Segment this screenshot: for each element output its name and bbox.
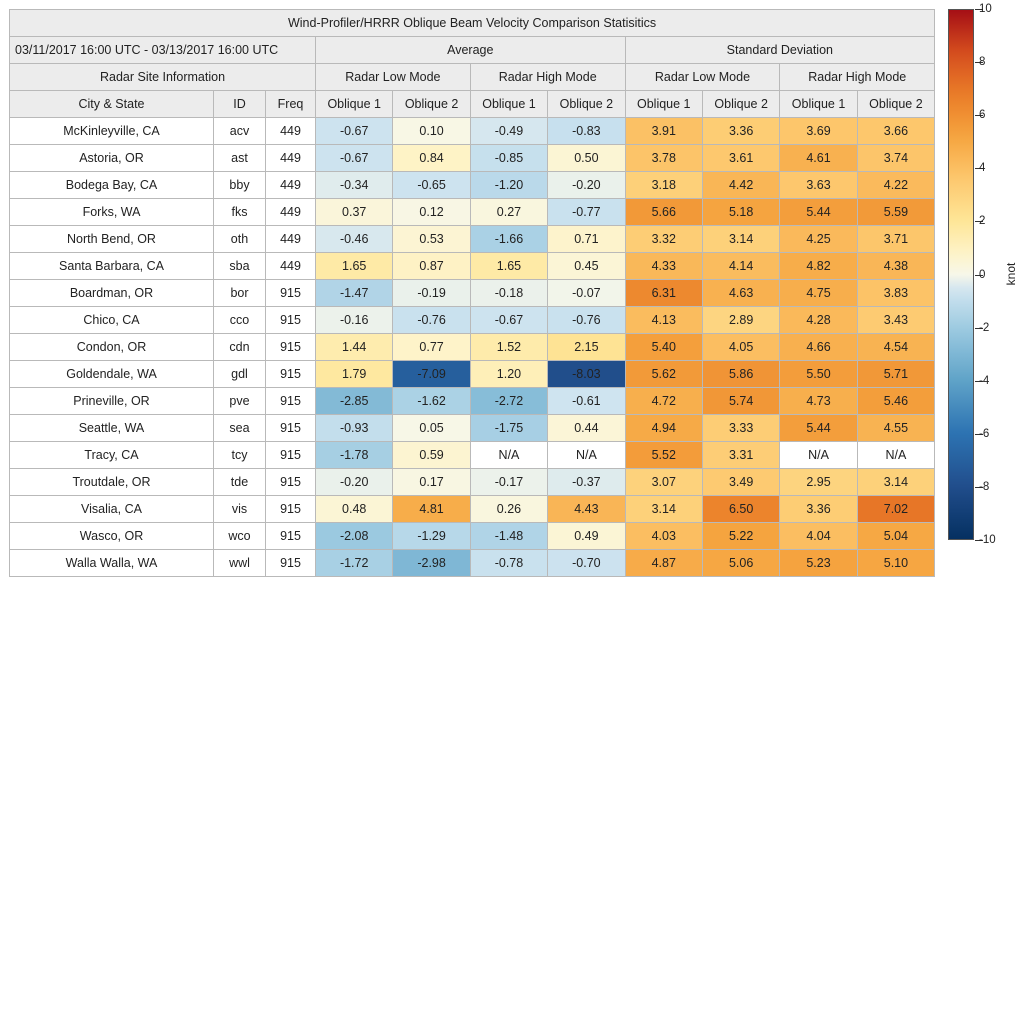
- cell-value: -2.85: [316, 388, 393, 415]
- cell-value: 4.81: [393, 496, 470, 523]
- mode-header-sd-high: Radar High Mode: [780, 64, 935, 91]
- cell-value: 1.79: [316, 361, 393, 388]
- table-row: [10, 442, 935, 469]
- cell-id: sea: [214, 415, 266, 442]
- cell-value: 5.66: [625, 199, 702, 226]
- cell-id: fks: [214, 199, 266, 226]
- cell-value: 4.82: [780, 253, 857, 280]
- cell-value: -0.76: [393, 307, 470, 334]
- mode-header-sd-low: Radar Low Mode: [625, 64, 780, 91]
- cell-value: -0.77: [548, 199, 625, 226]
- cell-id: gdl: [214, 361, 266, 388]
- column-header-avg-high-o2: Oblique 2: [548, 91, 625, 118]
- cell-value: 5.18: [702, 199, 779, 226]
- cell-value: 0.12: [393, 199, 470, 226]
- cell-city: Condon, OR: [10, 334, 214, 361]
- cell-city: Troutdale, OR: [10, 469, 214, 496]
- cell-value: -0.76: [548, 307, 625, 334]
- cell-value: N/A: [780, 442, 857, 469]
- cell-value: 3.36: [780, 496, 857, 523]
- cell-value: 4.33: [625, 253, 702, 280]
- cell-id: wwl: [214, 550, 266, 577]
- cell-value: 4.03: [625, 523, 702, 550]
- cell-value: 5.40: [625, 334, 702, 361]
- cell-id: tde: [214, 469, 266, 496]
- cell-value: -0.17: [470, 469, 547, 496]
- cell-value: 0.49: [548, 523, 625, 550]
- cell-value: 0.77: [393, 334, 470, 361]
- cell-value: 7.02: [857, 496, 934, 523]
- cell-value: 4.87: [625, 550, 702, 577]
- cell-value: 0.71: [548, 226, 625, 253]
- cell-value: -0.46: [316, 226, 393, 253]
- table-row: [10, 280, 935, 307]
- cell-value: N/A: [548, 442, 625, 469]
- cell-freq: 915: [266, 388, 316, 415]
- cell-value: -0.78: [470, 550, 547, 577]
- cell-id: cdn: [214, 334, 266, 361]
- cell-value: 1.20: [470, 361, 547, 388]
- cell-value: 5.44: [780, 415, 857, 442]
- column-header-id: ID: [214, 91, 266, 118]
- column-header-freq: Freq: [266, 91, 316, 118]
- cell-freq: 915: [266, 334, 316, 361]
- cell-value: 2.89: [702, 307, 779, 334]
- cell-value: -2.98: [393, 550, 470, 577]
- table-row: [10, 469, 935, 496]
- group-header-site-info: Radar Site Information: [10, 64, 316, 91]
- cell-value: 4.14: [702, 253, 779, 280]
- cell-value: 5.23: [780, 550, 857, 577]
- colorbar-tick-label: -10: [979, 534, 996, 546]
- cell-id: ast: [214, 145, 266, 172]
- colorbar-tick-label: 0: [979, 268, 986, 281]
- colorbar-tick-label: -8: [979, 480, 990, 493]
- cell-city: Boardman, OR: [10, 280, 214, 307]
- colorbar-tick-label: -4: [979, 374, 990, 387]
- cell-value: 4.22: [857, 172, 934, 199]
- cell-freq: 915: [266, 496, 316, 523]
- cell-city: Chico, CA: [10, 307, 214, 334]
- colorbar-tick-label: -2: [979, 321, 990, 334]
- cell-value: N/A: [857, 442, 934, 469]
- cell-city: Walla Walla, WA: [10, 550, 214, 577]
- cell-value: 3.78: [625, 145, 702, 172]
- cell-city: Wasco, OR: [10, 523, 214, 550]
- cell-value: 3.69: [780, 118, 857, 145]
- cell-value: -0.67: [470, 307, 547, 334]
- cell-id: bby: [214, 172, 266, 199]
- colorbar: [948, 3, 1018, 549]
- cell-value: 5.59: [857, 199, 934, 226]
- cell-value: 4.61: [780, 145, 857, 172]
- cell-value: -2.72: [470, 388, 547, 415]
- cell-value: -0.85: [470, 145, 547, 172]
- cell-city: Astoria, OR: [10, 145, 214, 172]
- cell-value: 4.42: [702, 172, 779, 199]
- cell-freq: 449: [266, 226, 316, 253]
- cell-id: bor: [214, 280, 266, 307]
- cell-value: 1.65: [316, 253, 393, 280]
- cell-city: North Bend, OR: [10, 226, 214, 253]
- cell-value: 4.73: [780, 388, 857, 415]
- cell-value: 3.66: [857, 118, 934, 145]
- cell-city: Seattle, WA: [10, 415, 214, 442]
- cell-value: 4.75: [780, 280, 857, 307]
- column-header-sd-low-o1: Oblique 1: [625, 91, 702, 118]
- cell-id: cco: [214, 307, 266, 334]
- cell-value: 5.71: [857, 361, 934, 388]
- cell-value: -0.61: [548, 388, 625, 415]
- column-header-avg-high-o1: Oblique 1: [470, 91, 547, 118]
- cell-value: 5.74: [702, 388, 779, 415]
- cell-value: 0.59: [393, 442, 470, 469]
- cell-value: 5.10: [857, 550, 934, 577]
- cell-value: 5.52: [625, 442, 702, 469]
- table-row: [10, 388, 935, 415]
- table-body: [10, 118, 935, 577]
- table-group-header-row: [10, 37, 935, 64]
- cell-value: 3.14: [857, 469, 934, 496]
- cell-value: 3.07: [625, 469, 702, 496]
- cell-freq: 449: [266, 253, 316, 280]
- column-header-city: City & State: [10, 91, 214, 118]
- cell-city: Prineville, OR: [10, 388, 214, 415]
- cell-value: 4.04: [780, 523, 857, 550]
- cell-value: 0.53: [393, 226, 470, 253]
- cell-value: 1.52: [470, 334, 547, 361]
- table-row: [10, 307, 935, 334]
- table-row: [10, 145, 935, 172]
- cell-value: 0.37: [316, 199, 393, 226]
- cell-value: 5.62: [625, 361, 702, 388]
- group-header-average: Average: [316, 37, 626, 64]
- cell-value: 6.50: [702, 496, 779, 523]
- cell-freq: 915: [266, 523, 316, 550]
- cell-value: 2.95: [780, 469, 857, 496]
- cell-value: 6.31: [625, 280, 702, 307]
- cell-value: 3.74: [857, 145, 934, 172]
- cell-id: tcy: [214, 442, 266, 469]
- cell-value: 4.66: [780, 334, 857, 361]
- cell-value: 0.50: [548, 145, 625, 172]
- cell-value: 4.13: [625, 307, 702, 334]
- cell-value: 5.50: [780, 361, 857, 388]
- table-row: [10, 550, 935, 577]
- colorbar-tick-label: 10: [979, 3, 992, 15]
- cell-value: 0.48: [316, 496, 393, 523]
- cell-value: -0.19: [393, 280, 470, 307]
- cell-value: 4.28: [780, 307, 857, 334]
- colorbar-tick-label: -6: [979, 427, 990, 440]
- cell-freq: 915: [266, 307, 316, 334]
- cell-value: 0.17: [393, 469, 470, 496]
- cell-value: 3.43: [857, 307, 934, 334]
- cell-value: 3.83: [857, 280, 934, 307]
- cell-id: acv: [214, 118, 266, 145]
- table-row: [10, 415, 935, 442]
- cell-freq: 915: [266, 361, 316, 388]
- cell-id: wco: [214, 523, 266, 550]
- column-header-sd-high-o2: Oblique 2: [857, 91, 934, 118]
- table-mode-header-row: [10, 64, 935, 91]
- cell-value: -1.47: [316, 280, 393, 307]
- cell-city: Forks, WA: [10, 199, 214, 226]
- cell-value: 4.94: [625, 415, 702, 442]
- statistics-table: [9, 9, 935, 577]
- table-row: [10, 199, 935, 226]
- cell-value: 3.36: [702, 118, 779, 145]
- column-header-avg-low-o2: Oblique 2: [393, 91, 470, 118]
- cell-value: -1.78: [316, 442, 393, 469]
- cell-id: sba: [214, 253, 266, 280]
- colorbar-axis-label: knot: [1004, 262, 1018, 286]
- cell-value: 0.45: [548, 253, 625, 280]
- cell-value: 4.63: [702, 280, 779, 307]
- page-title: Wind-Profiler/HRRR Oblique Beam Velocity Comparison Statisitics: [10, 10, 935, 37]
- cell-value: 5.22: [702, 523, 779, 550]
- cell-value: 3.18: [625, 172, 702, 199]
- cell-value: -0.07: [548, 280, 625, 307]
- cell-value: 3.31: [702, 442, 779, 469]
- cell-value: 0.27: [470, 199, 547, 226]
- cell-value: 0.10: [393, 118, 470, 145]
- mode-header-avg-low: Radar Low Mode: [316, 64, 471, 91]
- cell-freq: 915: [266, 280, 316, 307]
- cell-value: 1.65: [470, 253, 547, 280]
- cell-value: 3.49: [702, 469, 779, 496]
- table-row: [10, 496, 935, 523]
- cell-value: -1.48: [470, 523, 547, 550]
- table-row: [10, 226, 935, 253]
- column-header-sd-high-o1: Oblique 1: [780, 91, 857, 118]
- cell-value: -0.37: [548, 469, 625, 496]
- cell-value: 5.04: [857, 523, 934, 550]
- cell-value: 4.38: [857, 253, 934, 280]
- cell-value: 3.33: [702, 415, 779, 442]
- table-row: [10, 334, 935, 361]
- cell-value: -1.62: [393, 388, 470, 415]
- mode-header-avg-high: Radar High Mode: [470, 64, 625, 91]
- cell-value: -0.49: [470, 118, 547, 145]
- colorbar-tick-label: 8: [979, 56, 986, 69]
- column-header-avg-low-o1: Oblique 1: [316, 91, 393, 118]
- cell-city: Tracy, CA: [10, 442, 214, 469]
- cell-value: 5.86: [702, 361, 779, 388]
- table-row: [10, 172, 935, 199]
- statistics-table-container: [9, 9, 934, 577]
- cell-value: -0.67: [316, 118, 393, 145]
- cell-value: -1.29: [393, 523, 470, 550]
- colorbar-tick-label: 2: [979, 215, 986, 228]
- table-title-row: [10, 10, 935, 37]
- cell-value: -2.08: [316, 523, 393, 550]
- cell-freq: 449: [266, 118, 316, 145]
- cell-value: -8.03: [548, 361, 625, 388]
- cell-value: 3.14: [625, 496, 702, 523]
- cell-value: 4.25: [780, 226, 857, 253]
- cell-freq: 449: [266, 145, 316, 172]
- cell-value: -0.83: [548, 118, 625, 145]
- cell-value: 1.44: [316, 334, 393, 361]
- cell-city: Visalia, CA: [10, 496, 214, 523]
- cell-value: 4.72: [625, 388, 702, 415]
- cell-value: 3.71: [857, 226, 934, 253]
- cell-value: 0.84: [393, 145, 470, 172]
- table-column-header-row: [10, 91, 935, 118]
- cell-value: 4.55: [857, 415, 934, 442]
- cell-value: 5.46: [857, 388, 934, 415]
- cell-value: -7.09: [393, 361, 470, 388]
- cell-id: oth: [214, 226, 266, 253]
- cell-value: 0.26: [470, 496, 547, 523]
- cell-value: 2.15: [548, 334, 625, 361]
- date-range: 03/11/2017 16:00 UTC - 03/13/2017 16:00 UTC: [10, 37, 316, 64]
- table-row: [10, 253, 935, 280]
- cell-city: McKinleyville, CA: [10, 118, 214, 145]
- cell-city: Santa Barbara, CA: [10, 253, 214, 280]
- cell-value: N/A: [470, 442, 547, 469]
- cell-value: 5.06: [702, 550, 779, 577]
- cell-value: -1.20: [470, 172, 547, 199]
- cell-value: -0.20: [316, 469, 393, 496]
- cell-freq: 449: [266, 199, 316, 226]
- cell-value: 3.32: [625, 226, 702, 253]
- cell-value: 5.44: [780, 199, 857, 226]
- cell-value: 3.61: [702, 145, 779, 172]
- cell-freq: 915: [266, 442, 316, 469]
- cell-value: 0.44: [548, 415, 625, 442]
- cell-value: 3.91: [625, 118, 702, 145]
- cell-id: pve: [214, 388, 266, 415]
- colorbar-tick-label: 6: [979, 109, 986, 122]
- cell-value: 0.87: [393, 253, 470, 280]
- cell-freq: 915: [266, 550, 316, 577]
- cell-value: -0.20: [548, 172, 625, 199]
- cell-value: 4.54: [857, 334, 934, 361]
- cell-value: -0.67: [316, 145, 393, 172]
- table-row: [10, 361, 935, 388]
- cell-value: 4.05: [702, 334, 779, 361]
- cell-value: -0.18: [470, 280, 547, 307]
- table-row: [10, 118, 935, 145]
- cell-value: -0.93: [316, 415, 393, 442]
- cell-value: 0.05: [393, 415, 470, 442]
- cell-value: 3.14: [702, 226, 779, 253]
- cell-id: vis: [214, 496, 266, 523]
- cell-value: -0.70: [548, 550, 625, 577]
- cell-value: -1.72: [316, 550, 393, 577]
- cell-value: -0.16: [316, 307, 393, 334]
- cell-value: -0.34: [316, 172, 393, 199]
- colorbar-tick-label: 4: [979, 162, 986, 175]
- cell-freq: 915: [266, 469, 316, 496]
- cell-value: -1.75: [470, 415, 547, 442]
- cell-city: Goldendale, WA: [10, 361, 214, 388]
- cell-value: -1.66: [470, 226, 547, 253]
- cell-freq: 915: [266, 415, 316, 442]
- table-row: [10, 523, 935, 550]
- cell-city: Bodega Bay, CA: [10, 172, 214, 199]
- cell-freq: 449: [266, 172, 316, 199]
- group-header-stddev: Standard Deviation: [625, 37, 935, 64]
- cell-value: 3.63: [780, 172, 857, 199]
- cell-value: -0.65: [393, 172, 470, 199]
- cell-value: 4.43: [548, 496, 625, 523]
- colorbar-gradient: [948, 9, 974, 540]
- column-header-sd-low-o2: Oblique 2: [702, 91, 779, 118]
